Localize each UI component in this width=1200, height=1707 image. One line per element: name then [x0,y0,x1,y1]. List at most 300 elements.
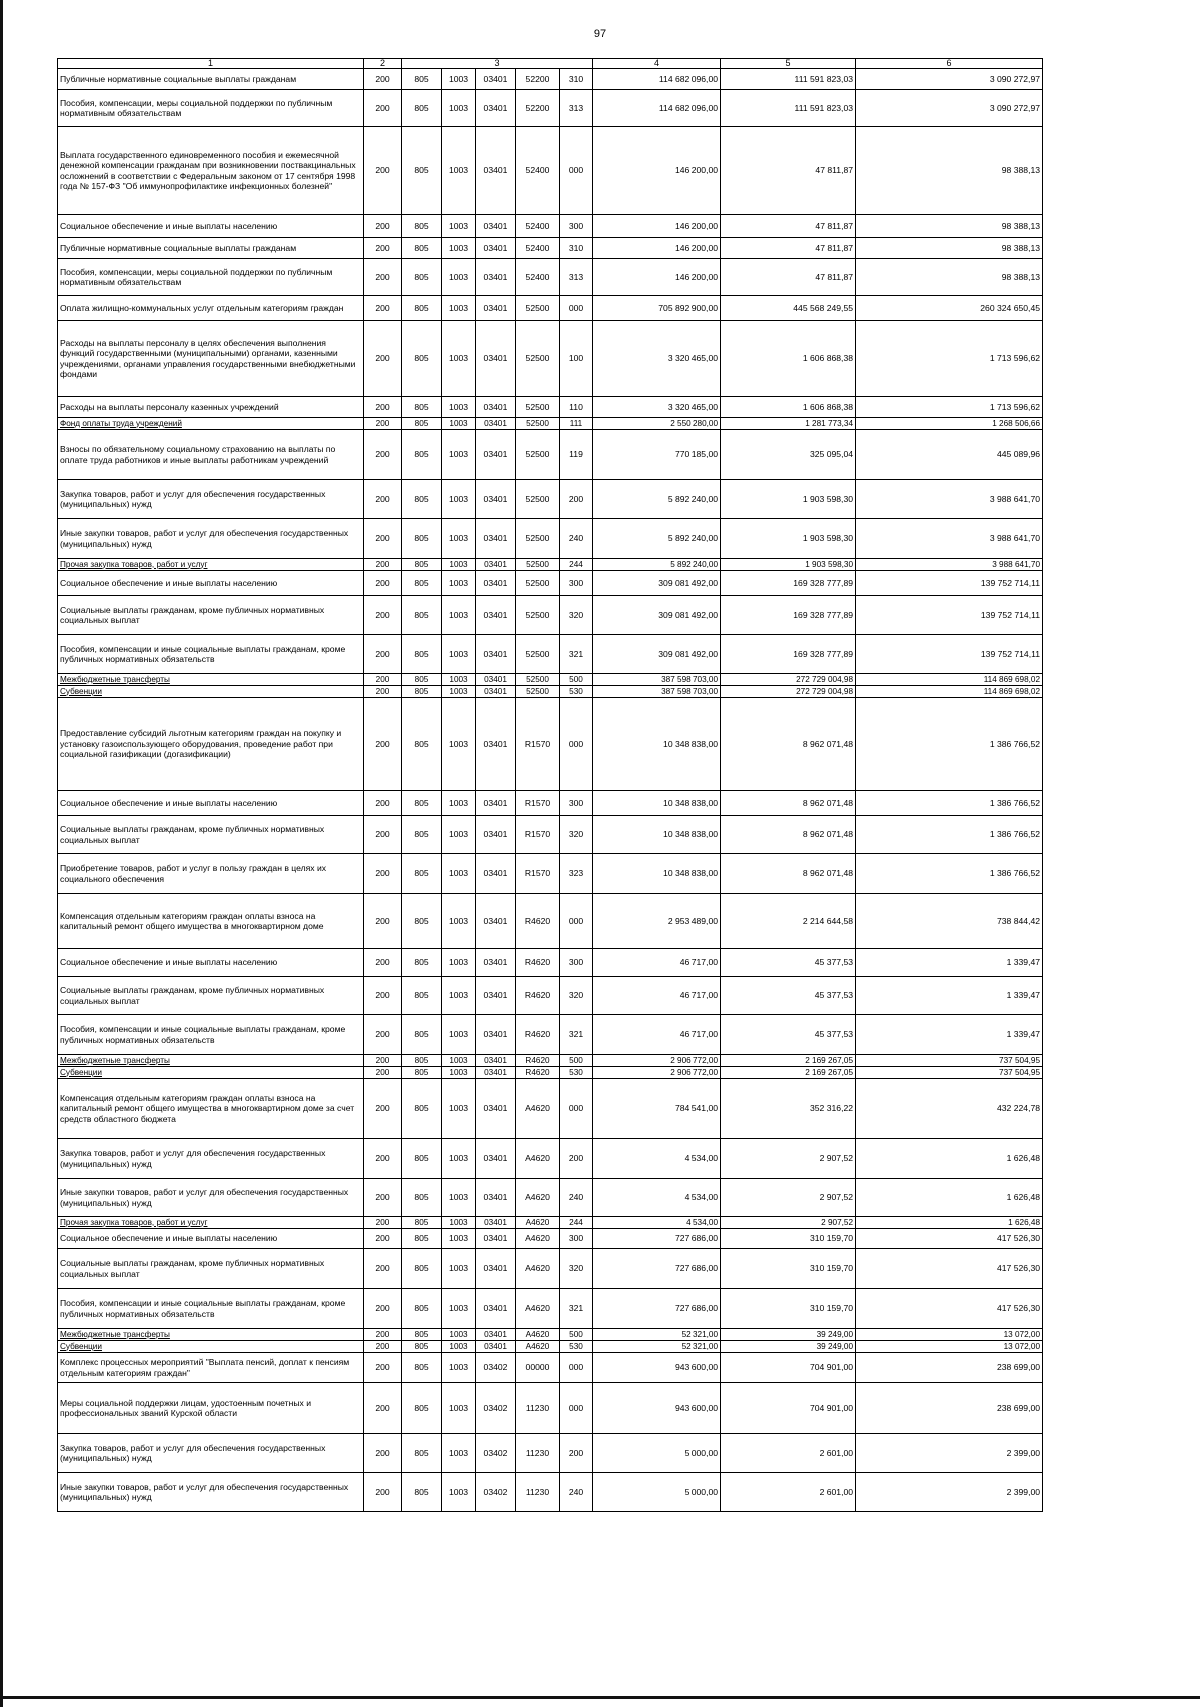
row-code-subsection: 1003 [442,571,476,596]
table-row [58,571,1043,596]
row-code-subsection: 1003 [442,1434,476,1473]
row-amount-approved: 5 000,00 [593,1434,721,1473]
row-code-subsection: 1003 [442,321,476,397]
row-name: Расходы на выплаты персоналу в целях обеспечения выполнения функций государственными (муниципальными) органами, казенными учреждениями, органами управления государственными внебюджетными фондами [58,321,364,397]
row-code-program: 03401 [476,397,516,418]
row-amount-remaining: 260 324 650,45 [856,296,1043,321]
row-code-direction: R4620 [516,977,560,1015]
row-code-type: 321 [560,1015,593,1055]
row-code-subsection: 1003 [442,1249,476,1289]
row-code-section: 805 [402,430,442,480]
row-code-section: 805 [402,559,442,571]
row-name: Социальное обеспечение и иные выплаты населению [58,949,364,977]
row-amount-executed: 45 377,53 [721,977,856,1015]
row-code-section: 805 [402,791,442,816]
row-code-type: 310 [560,238,593,259]
row-code-section: 805 [402,1179,442,1217]
row-name: Межбюджетные трансферты [58,1055,364,1067]
row-code-type: 313 [560,90,593,127]
row-code-type: 200 [560,1434,593,1473]
row-code-admin: 200 [364,215,402,238]
row-code-subsection: 1003 [442,430,476,480]
page-number: 97 [593,28,607,40]
row-amount-remaining: 1 386 766,52 [856,816,1043,854]
row-code-direction: R4620 [516,949,560,977]
row-code-direction: A4620 [516,1341,560,1353]
row-code-type: 530 [560,1341,593,1353]
row-code-direction: A4620 [516,1139,560,1179]
row-amount-executed: 310 159,70 [721,1229,856,1249]
row-name: Фонд оплаты труда учреждений [58,418,364,430]
row-amount-executed: 2 169 267,05 [721,1067,856,1079]
row-code-type: 310 [560,69,593,90]
row-code-program: 03402 [476,1434,516,1473]
row-amount-remaining: 445 089,96 [856,430,1043,480]
row-code-admin: 200 [364,69,402,90]
row-amount-executed: 272 729 004,98 [721,674,856,686]
row-code-program: 03401 [476,1079,516,1139]
row-code-program: 03401 [476,1217,516,1229]
row-code-subsection: 1003 [442,127,476,215]
row-code-subsection: 1003 [442,596,476,635]
row-code-type: 530 [560,1067,593,1079]
row-amount-remaining: 1 339,47 [856,977,1043,1015]
row-code-subsection: 1003 [442,686,476,698]
header-col-5: 5 [721,59,856,69]
row-code-direction: 00000 [516,1353,560,1383]
row-code-admin: 200 [364,596,402,635]
row-code-subsection: 1003 [442,69,476,90]
row-code-admin: 200 [364,1353,402,1383]
row-code-type: 313 [560,259,593,296]
table-row [58,1079,1043,1139]
row-code-direction: R1570 [516,698,560,791]
row-code-program: 03401 [476,596,516,635]
row-code-type: 000 [560,296,593,321]
row-code-admin: 200 [364,894,402,949]
row-amount-remaining: 1 713 596,62 [856,397,1043,418]
row-code-type: 320 [560,596,593,635]
row-amount-executed: 704 901,00 [721,1383,856,1434]
row-code-direction: A4620 [516,1249,560,1289]
row-code-direction: 52500 [516,296,560,321]
row-amount-executed: 310 159,70 [721,1289,856,1329]
row-code-section: 805 [402,519,442,559]
row-amount-approved: 2 906 772,00 [593,1055,721,1067]
row-amount-remaining: 3 090 272,97 [856,69,1043,90]
row-code-program: 03401 [476,791,516,816]
row-code-type: 530 [560,686,593,698]
row-amount-approved: 4 534,00 [593,1217,721,1229]
row-code-subsection: 1003 [442,1055,476,1067]
row-name: Субвенции [58,1341,364,1353]
row-code-section: 805 [402,69,442,90]
row-code-section: 805 [402,894,442,949]
row-name: Иные закупки товаров, работ и услуг для обеспечения государственных (муниципальных) нужд [58,519,364,559]
row-code-subsection: 1003 [442,559,476,571]
row-code-direction: 52500 [516,559,560,571]
row-amount-executed: 45 377,53 [721,1015,856,1055]
table-row [58,686,1043,698]
row-code-program: 03401 [476,430,516,480]
row-code-section: 805 [402,674,442,686]
row-code-admin: 200 [364,816,402,854]
row-code-admin: 200 [364,1079,402,1139]
row-code-section: 805 [402,571,442,596]
row-amount-remaining: 737 504,95 [856,1067,1043,1079]
row-amount-approved: 5 892 240,00 [593,559,721,571]
row-code-section: 805 [402,215,442,238]
table-row [58,1353,1043,1383]
row-code-admin: 200 [364,321,402,397]
table-row [58,1341,1043,1353]
row-code-subsection: 1003 [442,1217,476,1229]
row-code-type: 240 [560,1179,593,1217]
row-amount-approved: 146 200,00 [593,259,721,296]
row-code-admin: 200 [364,571,402,596]
row-code-type: 200 [560,1139,593,1179]
row-name: Комплекс процессных мероприятий "Выплата пенсий, доплат к пенсиям отдельным категориям граждан" [58,1353,364,1383]
row-name: Выплата государственного единовременного пособия и ежемесячной денежной компенсации гражданам при возникновении поствакцинальных осложнений в соответствии с Федеральным законом от 17 сентября 1998 года № 157-ФЗ "Об иммунопрофилактике инфекционных болезней" [58,127,364,215]
table-row [58,596,1043,635]
row-code-admin: 200 [364,559,402,571]
row-code-subsection: 1003 [442,238,476,259]
row-code-program: 03401 [476,259,516,296]
row-code-section: 805 [402,238,442,259]
table-row [58,69,1043,90]
row-code-subsection: 1003 [442,397,476,418]
row-code-admin: 200 [364,296,402,321]
row-code-program: 03401 [476,674,516,686]
row-code-direction: 52500 [516,571,560,596]
table-row [58,397,1043,418]
row-code-admin: 200 [364,949,402,977]
row-code-type: 300 [560,949,593,977]
row-code-program: 03401 [476,559,516,571]
table-row [58,127,1043,215]
table-row [58,854,1043,894]
row-code-section: 805 [402,1229,442,1249]
table-row [58,698,1043,791]
table-row [58,1434,1043,1473]
row-code-section: 805 [402,977,442,1015]
table-row [58,1289,1043,1329]
row-amount-approved: 943 600,00 [593,1353,721,1383]
row-code-direction: R1570 [516,854,560,894]
row-code-subsection: 1003 [442,519,476,559]
row-code-section: 805 [402,1434,442,1473]
table-row [58,1139,1043,1179]
row-code-subsection: 1003 [442,1289,476,1329]
row-code-section: 805 [402,596,442,635]
row-name: Пособия, компенсации и иные социальные выплаты гражданам, кроме публичных нормативных обязательств [58,635,364,674]
row-code-subsection: 1003 [442,1179,476,1217]
row-name: Публичные нормативные социальные выплаты гражданам [58,238,364,259]
row-amount-approved: 46 717,00 [593,1015,721,1055]
row-name: Иные закупки товаров, работ и услуг для обеспечения государственных (муниципальных) нужд [58,1473,364,1512]
row-amount-executed: 2 601,00 [721,1473,856,1512]
row-code-direction: 52200 [516,69,560,90]
row-amount-remaining: 1 268 506,66 [856,418,1043,430]
row-code-admin: 200 [364,238,402,259]
row-amount-approved: 146 200,00 [593,127,721,215]
row-amount-approved: 2 953 489,00 [593,894,721,949]
row-code-program: 03401 [476,1289,516,1329]
row-amount-executed: 445 568 249,55 [721,296,856,321]
row-code-section: 805 [402,635,442,674]
row-code-program: 03401 [476,949,516,977]
row-amount-executed: 8 962 071,48 [721,854,856,894]
row-code-subsection: 1003 [442,90,476,127]
row-code-subsection: 1003 [442,1079,476,1139]
row-code-program: 03401 [476,1179,516,1217]
row-amount-approved: 10 348 838,00 [593,791,721,816]
table-row [58,1229,1043,1249]
row-code-direction: 52500 [516,674,560,686]
table-row [58,559,1043,571]
row-amount-approved: 10 348 838,00 [593,816,721,854]
row-amount-approved: 114 682 096,00 [593,69,721,90]
row-code-section: 805 [402,1383,442,1434]
row-amount-remaining: 1 386 766,52 [856,791,1043,816]
table-row [58,1015,1043,1055]
row-name: Приобретение товаров, работ и услуг в пользу граждан в целях их социального обеспечения [58,854,364,894]
row-code-subsection: 1003 [442,635,476,674]
row-code-program: 03401 [476,816,516,854]
row-code-section: 805 [402,698,442,791]
row-code-direction: 11230 [516,1434,560,1473]
row-code-type: 240 [560,519,593,559]
table-row [58,1473,1043,1512]
row-amount-remaining: 114 869 698,02 [856,686,1043,698]
header-col-2: 2 [364,59,402,69]
row-amount-executed: 45 377,53 [721,949,856,977]
row-amount-executed: 111 591 823,03 [721,69,856,90]
row-code-program: 03401 [476,635,516,674]
row-code-admin: 200 [364,1217,402,1229]
row-code-section: 805 [402,418,442,430]
row-amount-approved: 146 200,00 [593,215,721,238]
table-row [58,259,1043,296]
row-amount-executed: 1 903 598,30 [721,519,856,559]
row-code-program: 03401 [476,238,516,259]
row-name: Закупка товаров, работ и услуг для обеспечения государственных (муниципальных) нужд [58,1139,364,1179]
row-code-section: 805 [402,854,442,894]
row-amount-remaining: 1 386 766,52 [856,854,1043,894]
row-code-subsection: 1003 [442,215,476,238]
row-code-program: 03401 [476,519,516,559]
table-row [58,674,1043,686]
row-amount-executed: 352 316,22 [721,1079,856,1139]
row-code-subsection: 1003 [442,1329,476,1341]
table-row [58,321,1043,397]
row-code-direction: 52500 [516,480,560,519]
scan-bottom-border [0,1696,1200,1699]
row-name: Социальное обеспечение и иные выплаты населению [58,215,364,238]
row-amount-remaining: 2 399,00 [856,1473,1043,1512]
row-amount-approved: 309 081 492,00 [593,571,721,596]
row-code-admin: 200 [364,1434,402,1473]
row-code-type: 000 [560,1383,593,1434]
row-amount-approved: 10 348 838,00 [593,698,721,791]
row-code-subsection: 1003 [442,1353,476,1383]
row-amount-executed: 2 907,52 [721,1179,856,1217]
row-amount-executed: 8 962 071,48 [721,698,856,791]
row-name: Межбюджетные трансферты [58,1329,364,1341]
row-amount-approved: 705 892 900,00 [593,296,721,321]
table-row [58,1055,1043,1067]
row-code-section: 805 [402,686,442,698]
row-name: Пособия, компенсации и иные социальные выплаты гражданам, кроме публичных нормативных обязательств [58,1015,364,1055]
row-amount-remaining: 417 526,30 [856,1289,1043,1329]
row-code-program: 03401 [476,977,516,1015]
row-name: Компенсация отдельным категориям граждан оплаты взноса на капитальный ремонт общего имущества в многоквартирном доме за счет средств областного бюджета [58,1079,364,1139]
row-code-program: 03401 [476,69,516,90]
row-code-subsection: 1003 [442,1139,476,1179]
row-amount-executed: 47 811,87 [721,259,856,296]
row-name: Социальное обеспечение и иные выплаты населению [58,791,364,816]
table-row [58,894,1043,949]
row-code-admin: 200 [364,674,402,686]
row-amount-approved: 5 000,00 [593,1473,721,1512]
row-name: Социальные выплаты гражданам, кроме публичных нормативных социальных выплат [58,1249,364,1289]
row-name: Оплата жилищно-коммунальных услуг отдельным категориям граждан [58,296,364,321]
row-amount-approved: 4 534,00 [593,1179,721,1217]
table-row [58,1067,1043,1079]
row-code-section: 805 [402,321,442,397]
row-amount-remaining: 1 626,48 [856,1179,1043,1217]
row-code-program: 03402 [476,1473,516,1512]
row-name: Закупка товаров, работ и услуг для обеспечения государственных (муниципальных) нужд [58,480,364,519]
row-code-type: 000 [560,1079,593,1139]
row-code-section: 805 [402,90,442,127]
row-code-direction: 52400 [516,238,560,259]
row-code-program: 03401 [476,480,516,519]
scan-left-border [0,0,3,1707]
table-row [58,1329,1043,1341]
row-name: Компенсация отдельным категориям граждан оплаты взноса на капитальный ремонт общего имущества в многоквартирном доме [58,894,364,949]
row-code-program: 03401 [476,1067,516,1079]
row-name: Прочая закупка товаров, работ и услуг [58,1217,364,1229]
row-amount-approved: 10 348 838,00 [593,854,721,894]
row-code-type: 200 [560,480,593,519]
row-amount-approved: 784 541,00 [593,1079,721,1139]
row-code-type: 300 [560,215,593,238]
row-code-type: 000 [560,698,593,791]
row-code-admin: 200 [364,791,402,816]
row-code-direction: 52200 [516,90,560,127]
row-code-section: 805 [402,1217,442,1229]
row-code-program: 03401 [476,1055,516,1067]
row-name: Пособия, компенсации, меры социальной поддержки по публичным нормативным обязательствам [58,259,364,296]
row-name: Социальные выплаты гражданам, кроме публичных нормативных социальных выплат [58,596,364,635]
row-code-program: 03401 [476,418,516,430]
row-name: Взносы по обязательному социальному страхованию на выплаты по оплате труда работников и иные выплаты работникам учреждений [58,430,364,480]
row-amount-executed: 111 591 823,03 [721,90,856,127]
row-amount-remaining: 1 386 766,52 [856,698,1043,791]
row-amount-remaining: 114 869 698,02 [856,674,1043,686]
row-code-subsection: 1003 [442,894,476,949]
row-code-subsection: 1003 [442,949,476,977]
table-row [58,816,1043,854]
row-code-direction: 11230 [516,1473,560,1512]
row-code-direction: R4620 [516,1055,560,1067]
row-code-admin: 200 [364,259,402,296]
row-code-type: 320 [560,977,593,1015]
row-code-direction: 52500 [516,430,560,480]
row-amount-approved: 52 321,00 [593,1341,721,1353]
row-code-type: 300 [560,571,593,596]
row-code-direction: R1570 [516,791,560,816]
table-row [58,430,1043,480]
row-amount-remaining: 139 752 714,11 [856,635,1043,674]
table-row [58,1217,1043,1229]
row-amount-remaining: 432 224,78 [856,1079,1043,1139]
row-code-program: 03401 [476,1229,516,1249]
row-code-admin: 200 [364,1015,402,1055]
row-code-direction: A4620 [516,1329,560,1341]
row-name: Расходы на выплаты персоналу казенных учреждений [58,397,364,418]
row-name: Социальное обеспечение и иные выплаты населению [58,1229,364,1249]
row-amount-executed: 2 169 267,05 [721,1055,856,1067]
table-row [58,519,1043,559]
row-code-subsection: 1003 [442,1473,476,1512]
row-name: Социальное обеспечение и иные выплаты населению [58,571,364,596]
row-amount-remaining: 417 526,30 [856,1229,1043,1249]
row-code-type: 110 [560,397,593,418]
row-code-section: 805 [402,1055,442,1067]
row-code-type: 300 [560,1229,593,1249]
row-code-direction: A4620 [516,1289,560,1329]
table-row [58,480,1043,519]
row-amount-approved: 4 534,00 [593,1139,721,1179]
row-code-admin: 200 [364,1179,402,1217]
row-code-program: 03401 [476,698,516,791]
row-code-direction: 52400 [516,215,560,238]
row-code-direction: A4620 [516,1179,560,1217]
row-code-subsection: 1003 [442,480,476,519]
row-code-program: 03401 [476,1249,516,1289]
row-name: Пособия, компенсации и иные социальные выплаты гражданам, кроме публичных нормативных обязательств [58,1289,364,1329]
row-amount-remaining: 2 399,00 [856,1434,1043,1473]
row-code-subsection: 1003 [442,1229,476,1249]
row-amount-approved: 943 600,00 [593,1383,721,1434]
row-code-section: 805 [402,259,442,296]
table-row [58,977,1043,1015]
row-amount-approved: 2 906 772,00 [593,1067,721,1079]
row-code-type: 320 [560,1249,593,1289]
row-name: Меры социальной поддержки лицам, удостоенным почетных и профессиональных званий Курской области [58,1383,364,1434]
row-code-subsection: 1003 [442,854,476,894]
row-name: Субвенции [58,686,364,698]
row-code-program: 03401 [476,894,516,949]
row-code-admin: 200 [364,1473,402,1512]
row-code-subsection: 1003 [442,791,476,816]
table-row [58,238,1043,259]
row-amount-approved: 309 081 492,00 [593,635,721,674]
row-amount-approved: 387 598 703,00 [593,686,721,698]
row-code-type: 000 [560,127,593,215]
row-code-type: 500 [560,1055,593,1067]
row-code-admin: 200 [364,1249,402,1289]
row-amount-remaining: 98 388,13 [856,215,1043,238]
row-code-program: 03401 [476,215,516,238]
row-code-section: 805 [402,1139,442,1179]
row-name: Иные закупки товаров, работ и услуг для обеспечения государственных (муниципальных) нужд [58,1179,364,1217]
row-code-subsection: 1003 [442,418,476,430]
row-amount-approved: 387 598 703,00 [593,674,721,686]
row-amount-approved: 146 200,00 [593,238,721,259]
